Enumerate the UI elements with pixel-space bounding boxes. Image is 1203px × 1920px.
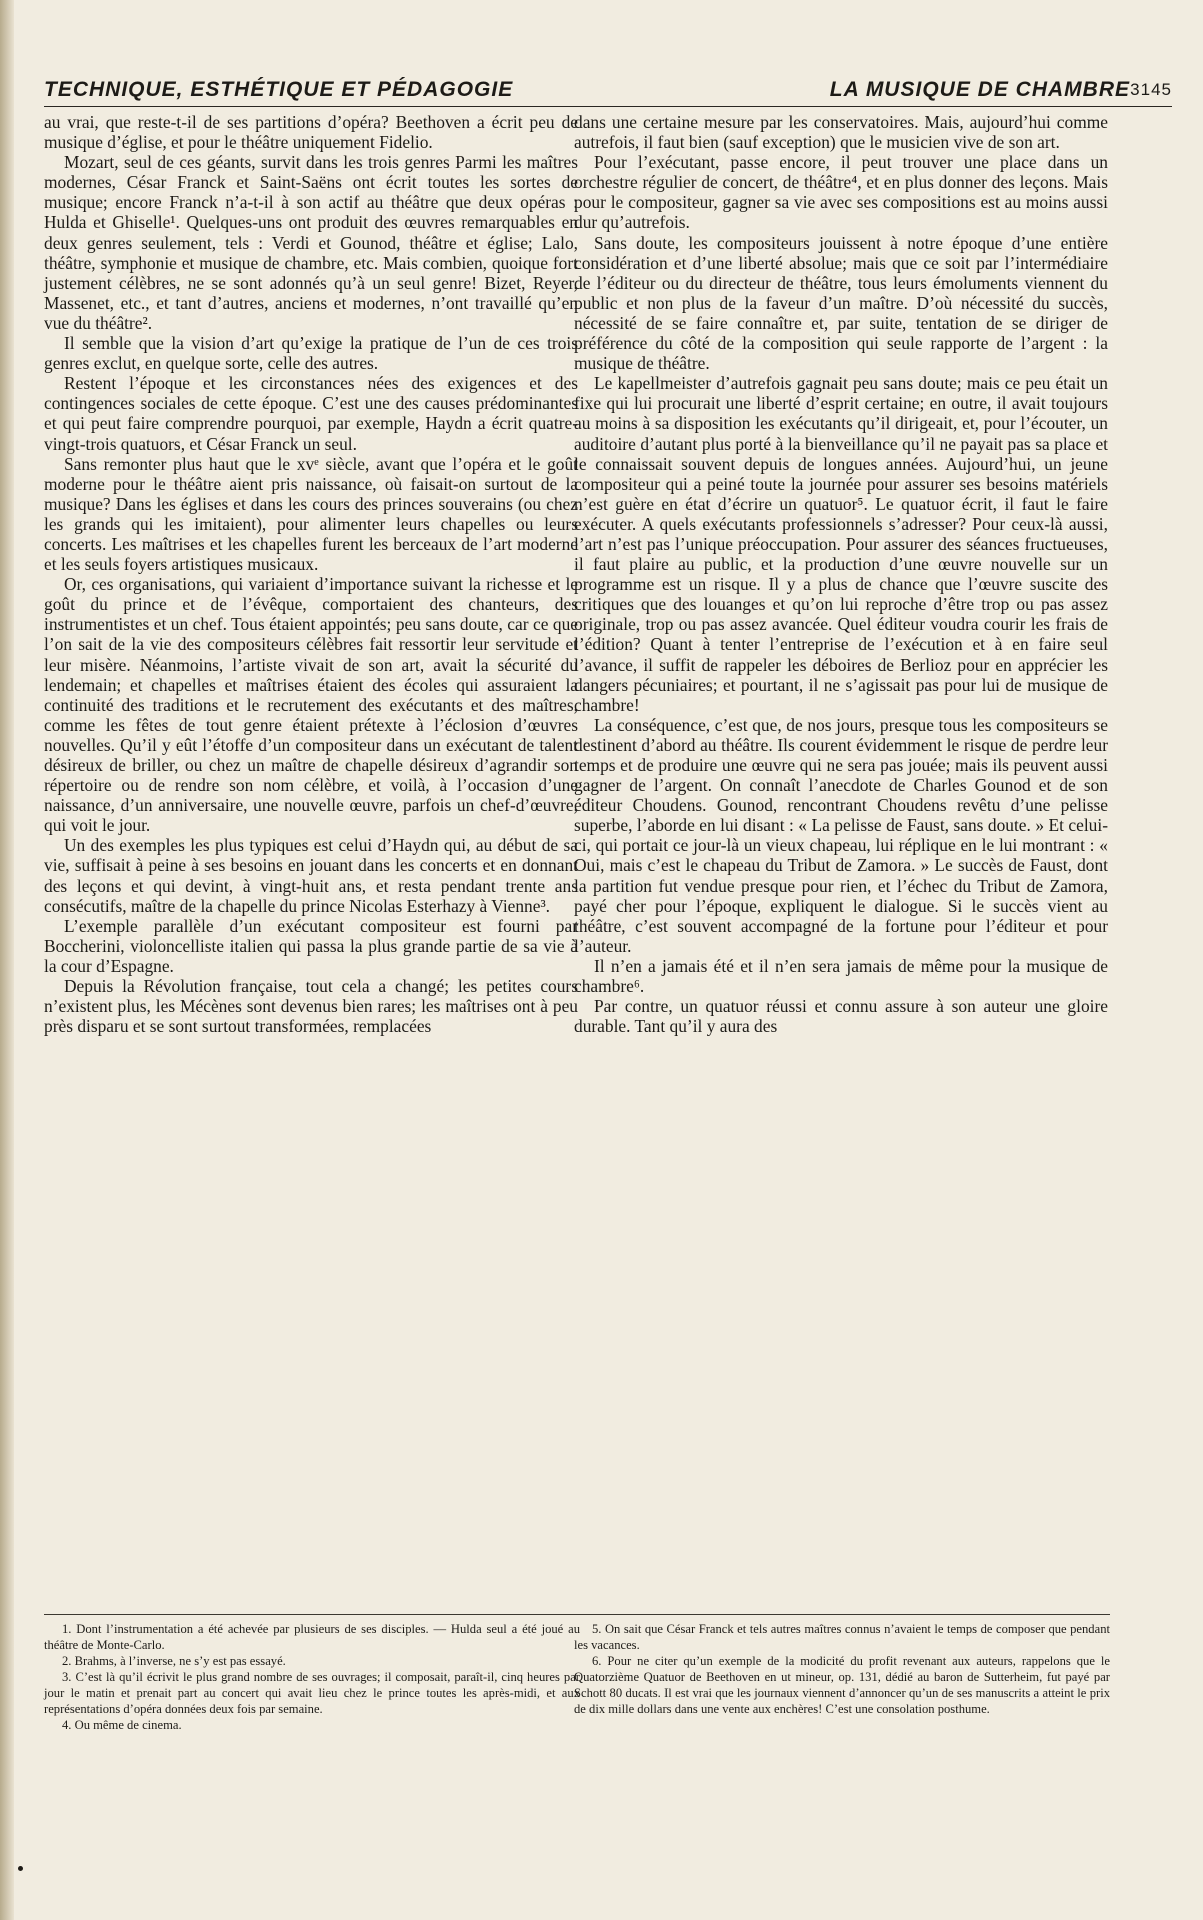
footnote: 6. Pour ne citer qu’un exemple de la modicité du profit revenant aux auteurs, rappelons que le Quatorzième Quatuor de Beethoven en ut mineur, op. 131, dédié au baron de Sutterheim, fut payé par Schott 80 ducats. Il est vrai que les journaux viennent d’annoncer qu’un de ses manuscrits a atteint le prix de dix mille dollars dans une vente aux enchères! C’est une consolation posthume. (574, 1654, 1110, 1716)
footnote: 1. Dont l’instrumentation a été achevée par plusieurs de ses disciples. — Hulda seul a été joué au théâtre de Monte-Carlo. (44, 1622, 580, 1652)
paragraph: au vrai, que reste-t-il de ses partitions d’opéra? Beethoven a écrit peu de musique d’église, et pour le théâtre uniquement Fidelio. (44, 112, 578, 153)
paragraph: Restent l’époque et les circonstances nées des exigences et des contingences sociales de cette époque. C’est une des causes prédominantes et qui peut faire comprendre pourquoi, par exemple, Haydn a écrit quatre-vingt-trois quatuors, et César Franck un seul. (44, 373, 578, 454)
paragraph: Il n’en a jamais été et il n’en sera jamais de même pour la musique de chambre⁶. (574, 955, 1108, 997)
paragraph: Il semble que la vision d’art qu’exige la pratique de l’un de ces trois genres exclut, en quelque sorte, celle des autres. (44, 333, 578, 374)
footnote: 2. Brahms, à l’inverse, ne s’y est pas essayé. (62, 1654, 286, 1668)
paragraph: Or, ces organisations, qui variaient d’importance suivant la richesse et le goût du prince et de l’évêque, comportaient des chanteurs, des instrumentistes et un chef. Tous étaient appointés; peu sans doute, car ce que l’on sait de la vie des compositeurs célèbres fait ressortir leur servitude et leur misère. Néanmoins, l’artiste vivait de son art, avait la sécurité du lendemain; et chapelles et maîtrises étaient des écoles qui assuraient la continuité des traditions et le recrutement des exécutants et des maîtres, comme les fêtes de tout genre étaient prétexte à l’éclosion d’œuvres nouvelles. Qu’il y eût l’étoffe d’un compositeur dans un exécutant de talent désireux de briller, ou chez un maître de chapelle désireux d’agrandir son répertoire ou de rendre son nom célèbre, et voilà, à l’occasion d’une naissance, d’un anniversaire, une nouvelle œuvre, parfois un chef-d’œuvre, qui voit le jour. (44, 574, 578, 836)
left-text-column (44, 112, 578, 1036)
footnote: 3. C’est là qu’il écrivit le plus grand nombre de ses ouvrages; il composait, paraît-il, cinq heures par jour le matin et prenait part au concert qui avait lieu chez le prince toutes les après-midi, et aux représentations d’opéra données deux fois par semaine. (44, 1670, 580, 1716)
header-section-title: TECHNIQUE, ESTHÉTIQUE ET PÉDAGOGIE (44, 78, 514, 101)
paragraph: Pour l’exécutant, passe encore, il peut trouver une place dans un orchestre régulier de concert, de théâtre⁴, et en plus donner des leçons. Mais pour le compositeur, gagner sa vie avec ses compositions est au moins aussi dur qu’autrefois. (574, 152, 1108, 233)
footnote: 4. Ou même de cinema. (62, 1718, 182, 1732)
running-header (44, 76, 1172, 107)
paragraph: L’exemple parallèle d’un exécutant compositeur est fourni par Boccherini, violoncelliste italien qui passa la plus grande partie de sa vie à la cour d’Espagne. (44, 915, 578, 976)
paragraph: dans une certaine mesure par les conservatoires. Mais, aujourd’hui comme autrefois, il faut bien (sauf exception) que le musicien vive de son art. (574, 112, 1108, 153)
left-footnotes (44, 1614, 580, 1733)
paragraph: Par contre, un quatuor réussi et connu assure à son auteur une gloire durable. Tant qu’il y aura des (574, 996, 1108, 1037)
paragraph: Un des exemples les plus typiques est celui d’Haydn qui, au début de sa vie, suffisait à peine à ses besoins en jouant dans les concerts et en donnant des leçons et qui devint, à vingt-huit ans, et resta pendant trente ans consécutifs, maître de la chapelle du prince Nicolas Esterhazy à Vienne³. (44, 835, 578, 916)
paragraph: Mozart, seul de ces géants, survit dans les trois genres Parmi les maîtres modernes, César Franck et Saint-Saëns ont écrit toutes les sortes de musique; encore Franck n’a-t-il à son actif au théâtre que deux opéras : Hulda et Ghiselle¹. Quelques-uns ont produit des œuvres remarquables en deux genres seulement, tels : Verdi et Gounod, théâtre et église; Lalo, théâtre, symphonie et musique de chambre, etc. Mais combien, quoique fort justement célèbres, ne se sont adonnés qu’à un seul genre! Bizet, Reyer, Massenet, etc., et tant d’autres, anciens et modernes, n’ont travaillé qu’en vue du théâtre². (44, 152, 578, 333)
right-text-column (574, 112, 1108, 1036)
header-chapter-title: LA MUSIQUE DE CHAMBRE (829, 78, 1130, 101)
margin-dot (18, 1866, 23, 1871)
paragraph: Le kapellmeister d’autrefois gagnait peu sans doute; mais ce peu était un fixe qui lui procurait une liberté d’esprit certaine; en outre, il avait toujours au moins à sa disposition les exécutants qu’il dirigeait, et, pour l’écouter, un auditoire d’autant plus porté à la bienveillance qu’il ne payait pas sa place et le connaissait souvent depuis de longues années. Aujourd’hui, un jeune compositeur qui a peiné toute la journée pour assurer ses besoins matériels n’est guère en état d’écrire un quatuor⁵. Le quatuor écrit, il faut le faire exécuter. A quels exécutants professionnels s’adresser? Pour ceux-là aussi, l’art n’est pas l’unique préoccupation. Pour assurer des séances fructueuses, il faut plaire au public, et la production d’une œuvre nouvelle sur un programme est un risque. Il y a plus de chance que l’œuvre suscite des critiques que des louanges et qu’on lui reproche d’être trop ou pas assez originale, trop ou pas assez avancée. Quel éditeur voudra courir les frais de l’édition? Quant à tenter l’entreprise de l’exécution et à en faire seul l’avance, il suffit de rappeler les déboires de Berlioz pour en apprécier les dangers pécuniaires; et pourtant, il ne s’agissait pas pour lui de musique de chambre! (574, 373, 1108, 715)
page-number: 3145 (1130, 80, 1172, 99)
page-binding-edge (0, 0, 14, 1920)
paragraph: Depuis la Révolution française, tout cela a changé; les petites cours n’existent plus, les Mécènes sont devenus bien rares; les maîtrises ont à peu près disparu et se sont surtout transformées, remplacées (44, 976, 578, 1037)
paragraph: Sans remonter plus haut que le xvᵉ siècle, avant que l’opéra et le goût moderne pour le théâtre aient pris naissance, où faisait-on surtout de la musique? Dans les églises et dans les cours des princes souverains (ou chez les grands qui les imitaient), pour alimenter leurs chapelles ou leurs concerts. Les maîtrises et les chapelles furent les berceaux de l’art moderne et les seuls foyers artistiques musicaux. (44, 453, 578, 575)
footnote-rule (44, 1614, 580, 1615)
paragraph: La conséquence, c’est que, de nos jours, presque tous les compositeurs se destinent d’abord au théâtre. Ils courent évidemment le risque de perdre leur temps et de produire une œuvre qui ne sera pas jouée; mais ils peuvent aussi gagner de l’argent. On connaît l’anecdote de Charles Gounod et de son éditeur Choudens. Gounod, rencontrant Choudens revêtu d’une pelisse superbe, l’aborde en lui disant : « La pelisse de Faust, sans doute. » Et celui-ci, qui portait ce jour-là un vieux chapeau, lui réplique en le lui montrant : « Oui, mais c’est le chapeau du Tribut de Zamora. » Le succès de Faust, dont la partition fut vendue presque pour rien, et l’échec du Tribut de Zamora, payé cher pour l’époque, expliquent le dialogue. Si le succès vient au théâtre, c’est souvent accompagné de la fortune pour l’éditeur et pour l’auteur. (574, 714, 1108, 956)
footnote: 5. On sait que César Franck et tels autres maîtres connus n’avaient le temps de composer que pendant les vacances. (574, 1622, 1110, 1652)
paragraph: Sans doute, les compositeurs jouissent à notre époque d’une entière considération et d’une liberté absolue; mais que ce soit par l’intermédiaire de l’éditeur ou du directeur de théâtre, tous leurs émoluments viennent du public et non plus de la faveur d’un maître. D’où nécessité du succès, nécessité de se faire connaître et, par suite, tentation de se diriger de préférence du côté de la composition qui seule rapporte de l’argent : la musique de théâtre. (574, 232, 1108, 374)
footnote-rule (574, 1614, 1110, 1615)
right-footnotes (574, 1614, 1110, 1717)
